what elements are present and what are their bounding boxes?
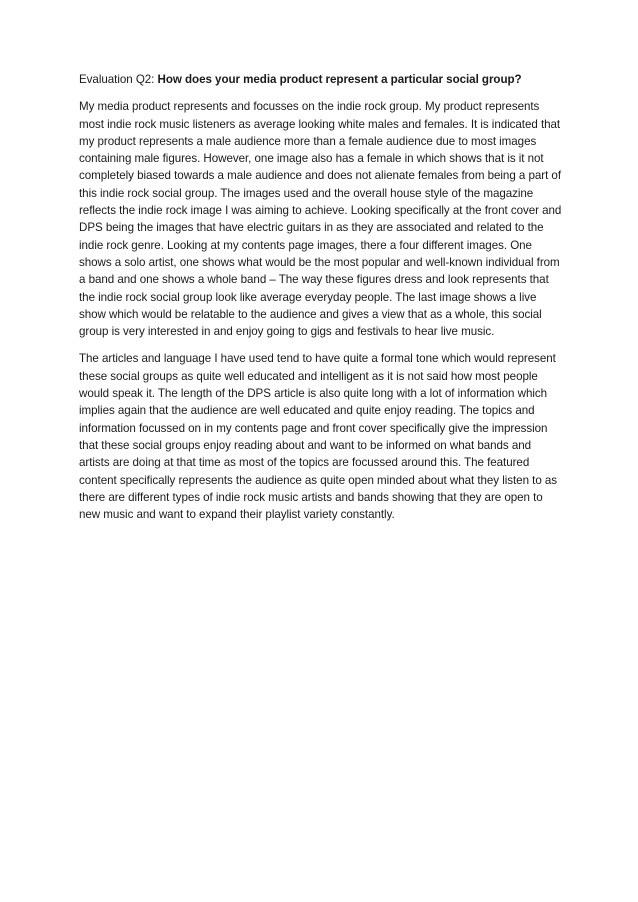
- heading-question: How does your media product represent a particular social group?: [157, 73, 522, 86]
- paragraph-representation: My media product represents and focusses on the indie rock group. My product represents most indie rock music listeners as average looking white males and females. It is indicated that my product represents a male audience more than a female audience due to most images containing male figures. However, one image also has a female in which shows that is it not completely biased towards a male audience and does not alienate females from being a part of this indie rock social group. The images used and the overall house style of the magazine reflects the indie rock image I was aiming to achieve. Looking specifically at the front cover and DPS being the images that have electric guitars in as they are associated and related to the indie rock genre. Looking at my contents page images, there a four different images. One shows a solo artist, one shows what would be the most popular and well-known individual from a band and one shows a whole band – The way these figures dress and look represents that the indie rock social group look like average everyday people. The last image shows a live show which would be relatable to the audience and gives a view that as a whole, this social group is very interested in and enjoy going to gigs and festivals to hear live music.: [79, 100, 562, 339]
- document-body: [79, 71, 562, 533]
- paragraph-language: The articles and language I have used tend to have quite a formal tone which would represent these social groups as quite well educated and intelligent as it is not said how most people would speak it. The length of the DPS article is also quite long with a lot of information which implies again that the audience are well educated and quite enjoy reading. The topics and information focussed on in my contents page and front cover specifically give the impression that these social groups enjoy reading about and want to be informed on what bands and artists are doing at that time as most of the topics are focussed around this. The featured content specifically represents the audience as quite open minded about what they listen to as there are different types of indie rock music artists and bands showing that they are open to new music and want to expand their playlist variety constantly.: [79, 352, 558, 522]
- document-heading: [79, 71, 562, 88]
- heading-prefix: Evaluation Q2:: [79, 73, 158, 86]
